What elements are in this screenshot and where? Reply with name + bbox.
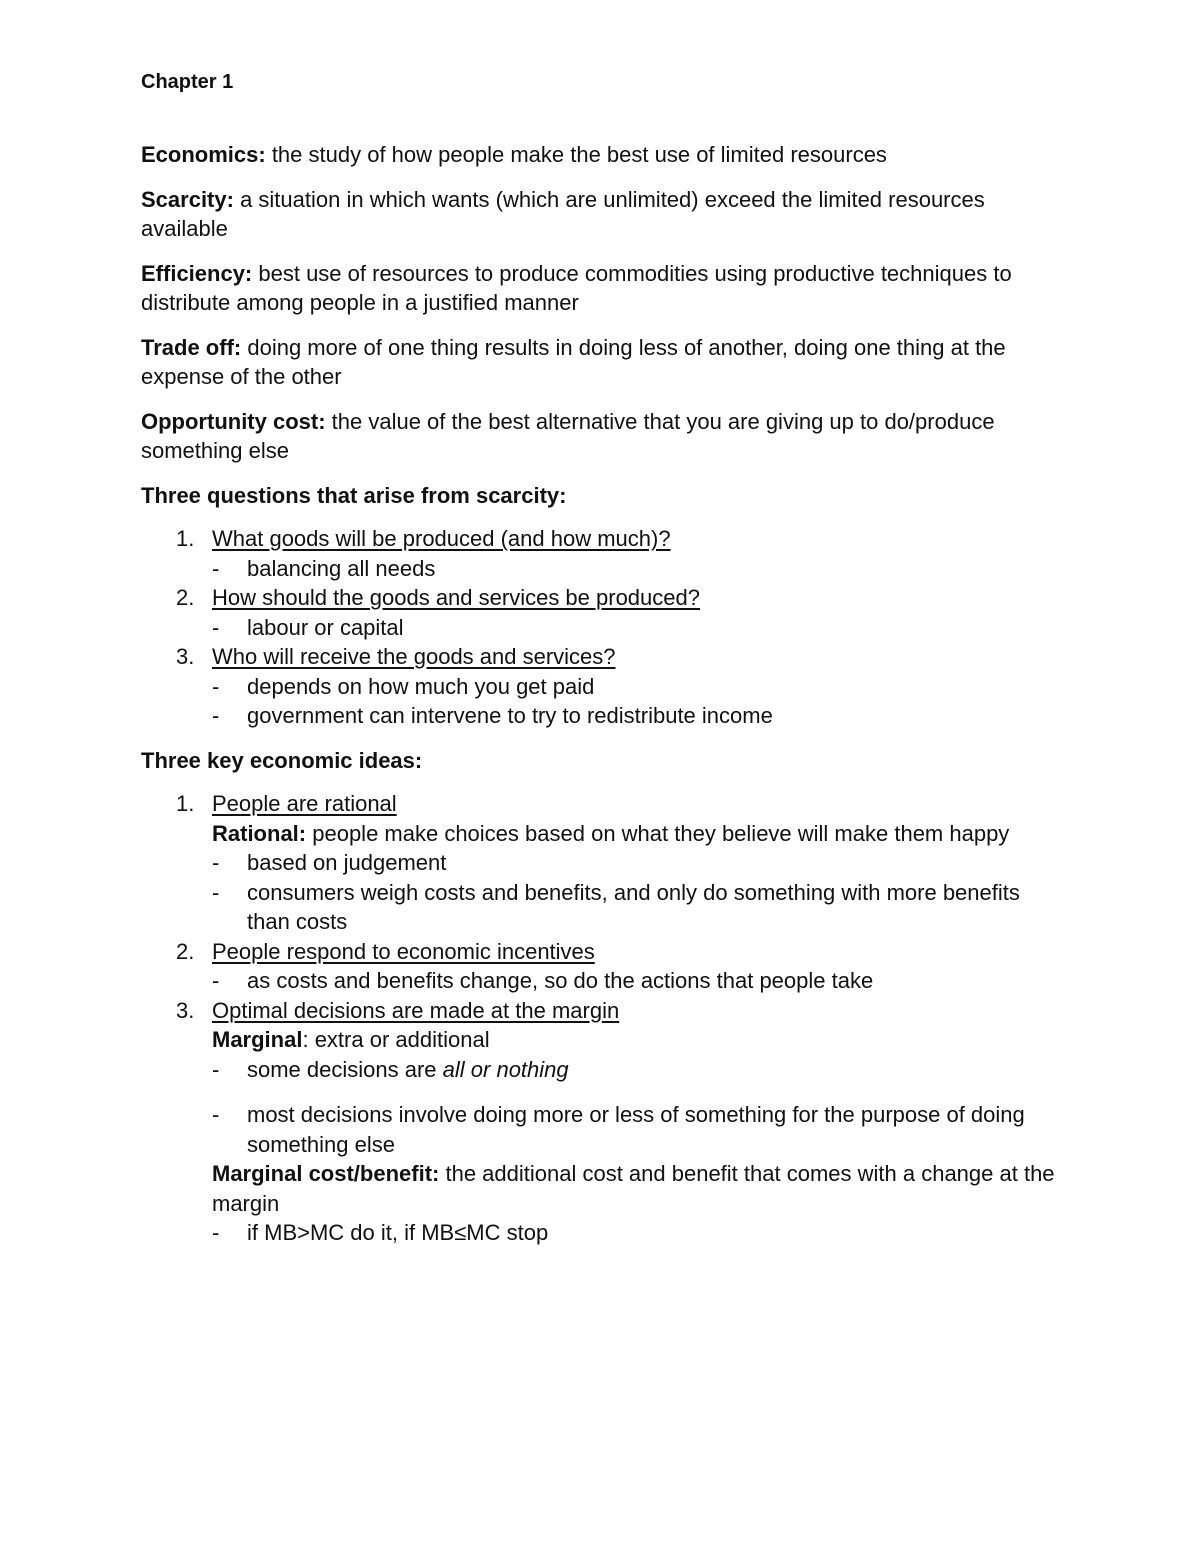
dash-bullet: - (212, 1056, 220, 1082)
definition-term: Opportunity cost: (141, 408, 326, 434)
definition-text: a situation in which wants (which are unlimited) exceed the limited resources available (141, 186, 985, 241)
list-item (141, 996, 1061, 1248)
question-title: Who will receive the goods and services? (212, 644, 616, 669)
definition-efficiency (141, 259, 1061, 318)
chapter-title: Chapter 1 (141, 71, 234, 93)
definition-scarcity (141, 185, 1061, 244)
bullet-text: based on judgement (247, 850, 447, 875)
document-body (141, 140, 1061, 1263)
definition-economics (141, 140, 1061, 170)
list-item (141, 937, 1061, 996)
definition-text: the study of how people make the best use of limited resources (265, 142, 887, 167)
idea-title: People are rational (212, 791, 397, 816)
list-number: 2. (176, 585, 195, 610)
bullet-text: some decisions are (247, 1056, 443, 1082)
dash-bullet: - (212, 1220, 220, 1245)
scarcity-questions-list (141, 524, 1061, 731)
question-title: What goods will be produced (and how much)? (212, 526, 671, 551)
definition-term: Scarcity: (141, 186, 234, 212)
dash-bullet: - (212, 968, 220, 993)
scarcity-questions-heading: Three questions that arise from scarcity: (141, 482, 567, 508)
list-number: 1. (176, 791, 195, 816)
definition-term: Marginal cost/benefit: (212, 1161, 440, 1186)
bullet-text: depends on how much you get paid (247, 673, 595, 699)
dash-bullet: - (212, 1102, 220, 1127)
bullet-item (212, 1100, 1061, 1159)
bullet-item (212, 701, 1061, 731)
definition-term: Marginal (212, 1027, 303, 1052)
key-ideas-list (141, 789, 1061, 1248)
list-number: 2. (176, 938, 195, 964)
dash-bullet: - (212, 555, 220, 581)
bullet-text: labour or capital (247, 614, 404, 640)
definition-term: Rational: (212, 820, 307, 846)
definition-term: Efficiency: (141, 260, 253, 286)
bullet-text: balancing all needs (247, 555, 436, 581)
definition-marginal-cost-benefit (212, 1159, 1061, 1218)
definition-term: Trade off: (141, 334, 242, 360)
definition-marginal (212, 1025, 1061, 1055)
bullet-item (212, 672, 1061, 702)
definition-text: : extra or additional (302, 1027, 490, 1052)
definition-text: the value of the best alternative that you are giving up to do/produce something else (141, 408, 995, 463)
bullet-text: if MB>MC do it, if MB≤MC stop (247, 1220, 549, 1245)
list-item (141, 642, 1061, 731)
definition-text: the additional cost and benefit that comes with a change at the margin (212, 1161, 1055, 1216)
definition-rational (212, 819, 1061, 849)
bullet-emphasis: all or nothing (442, 1056, 569, 1082)
dash-bullet: - (212, 850, 220, 875)
bullet-text: most decisions involve doing more or less of something for the purpose of doing something else (247, 1102, 1025, 1157)
bullet-item (212, 848, 1061, 878)
bullet-item (212, 878, 1061, 937)
list-number: 3. (176, 997, 195, 1023)
list-item (141, 524, 1061, 583)
bullet-item (212, 613, 1061, 643)
definition-text: people make choices based on what they believe will make them happy (306, 820, 1010, 846)
definition-text: best use of resources to produce commodities using productive techniques to distribute among people in a justified manner (141, 260, 1012, 315)
idea-title: Optimal decisions are made at the margin (212, 997, 620, 1023)
bullet-text: as costs and benefits change, so do the actions that people take (247, 968, 874, 993)
list-item (141, 789, 1061, 937)
idea-title: People respond to economic incentives (212, 938, 595, 964)
bullet-item (212, 1218, 1061, 1248)
list-item (141, 583, 1061, 642)
bullet-item (212, 554, 1061, 584)
bullet-item (212, 1055, 1061, 1085)
list-number: 1. (176, 526, 195, 551)
key-ideas-heading: Three key economic ideas: (141, 747, 423, 773)
dash-bullet: - (212, 703, 220, 728)
definition-term: Economics: (141, 142, 266, 167)
bullet-text: consumers weigh costs and benefits, and only do something with more benefits than costs (247, 879, 1020, 934)
list-number: 3. (176, 644, 195, 669)
question-title: How should the goods and services be produced? (212, 585, 700, 610)
definition-opportunity-cost (141, 407, 1061, 466)
bullet-item (212, 966, 1061, 996)
dash-bullet: - (212, 879, 220, 905)
dash-bullet: - (212, 614, 220, 640)
bullet-text: government can intervene to try to redistribute income (247, 703, 773, 728)
definition-text: doing more of one thing results in doing less of another, doing one thing at the expense of the other (141, 334, 1006, 389)
dash-bullet: - (212, 673, 220, 699)
definition-trade-off (141, 333, 1061, 392)
